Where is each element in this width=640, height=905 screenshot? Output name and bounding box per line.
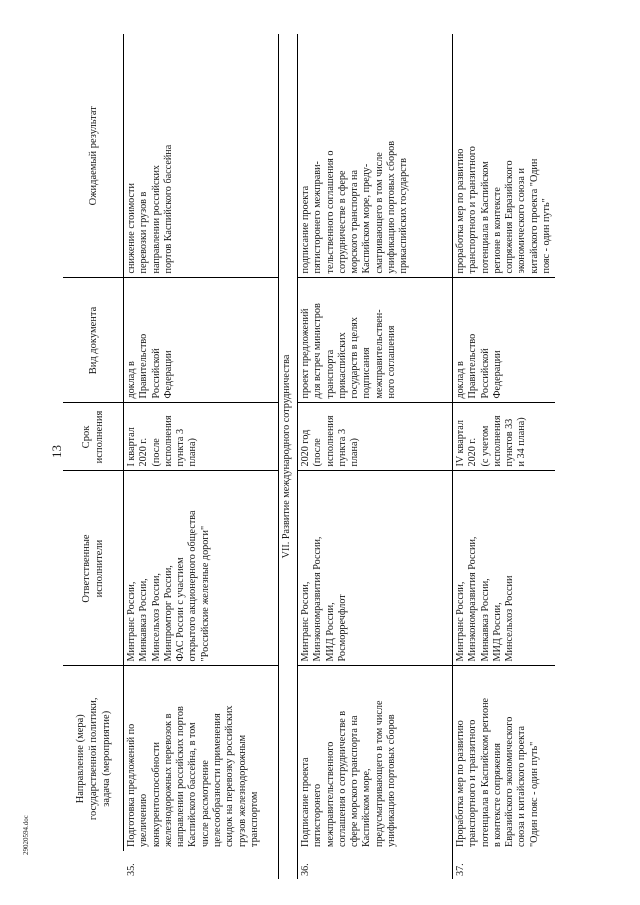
row-executors: Минтранс России, Минкавказ России, Минсельхоз России, Минпромторг России, ФАС России с участием открытого акционерного общества "Российские железные дороги": [124, 471, 279, 666]
row-measure: Проработка мер по развитию транспортного и транзитного потенциала в Каспийском регионе в контексте сопряжения Евразийского экономического союза и китайского проекта "Один пояс - один путь": [453, 666, 556, 851]
row-number: 37.: [455, 863, 466, 876]
table-row: [298, 34, 453, 879]
table-row: [453, 34, 556, 879]
rotated-table-sheet: [63, 34, 583, 879]
section-heading-row: [279, 34, 298, 879]
row-deadline: I квартал 2020 г. (после исполнения пункта 3 плана): [124, 403, 279, 471]
row-measure: Подписание проекта пятисторонего межправительственного соглашения о сотрудничестве в сфере морского транспорта на Каспийском море, предусматривающего в том числе унификацию портовых сборов: [298, 666, 453, 851]
row-number: 35.: [125, 863, 137, 876]
header-executors: Ответственные исполнители: [63, 471, 124, 666]
row-expected-result: снижение стоимости перевозки грузов в направлении российских портов Каспийского бассейна: [124, 34, 279, 278]
table-header-row: [63, 34, 124, 879]
row-executors: Минтранс России, Минэкономразвития России, МИД России, Росморречфлот: [298, 471, 453, 666]
document-code: 29020594.doc: [22, 815, 30, 855]
header-document-type: Вид документа: [63, 278, 124, 403]
row-measure: Подготовка предложений по увеличению конкурентоспособности железнодорожных перевозок в направлении российских портов Каспийского бассейна, в том числе рассмотрение целесообразности применения скидок на перевозку российских грузов железнодорожным транспортом: [124, 666, 279, 851]
row-document-type: доклад в Правительство Российской Федерации: [124, 278, 279, 403]
row-document-type: проект предложений для встреч министров транспорта прикаспийских государств в целях подписания межправительствен- ного соглашения: [298, 278, 453, 403]
row-expected-result: проработка мер по развитию транспортного и транзитного потенциала в Каспийском регионе в контексте сопряжения Евразийского экономического союза и китайского проекта "Один пояс - один путь": [453, 34, 556, 278]
table-row: [124, 34, 279, 879]
header-measure: Направление (мера) государственной политики, задача (мероприятие): [63, 666, 124, 851]
section-title: VII. Развитие международного сотрудничества: [279, 34, 298, 879]
row-number: 36.: [298, 851, 453, 879]
row-executors: Минтранс России, Минэкономразвития России, Минкавказ России, МИД России, Минсельхоз России: [453, 471, 556, 666]
page-number: 13: [49, 445, 64, 458]
action-plan-table: [63, 34, 555, 879]
header-expected-result: Ожидаемый результат: [63, 34, 124, 278]
row-expected-result: подписание проекта пятисторонего межправи- тельственного соглашения о сотрудничестве в сфере морского транспорта на Каспийском море, преду- сматривающего в том числе унификацию портовых сборов прикаспийских государств: [298, 34, 453, 278]
header-deadline: Срок исполнения: [63, 403, 124, 471]
row-document-type: доклад в Правительство Российской Федерации: [453, 278, 556, 403]
header-number: [63, 851, 124, 879]
row-deadline: 2020 год (после исполнения пункта 3 плана): [298, 403, 453, 471]
row-deadline: IV квартал 2020 г. (с учетом исполнения пунктов 33 и 34 плана): [453, 403, 556, 471]
